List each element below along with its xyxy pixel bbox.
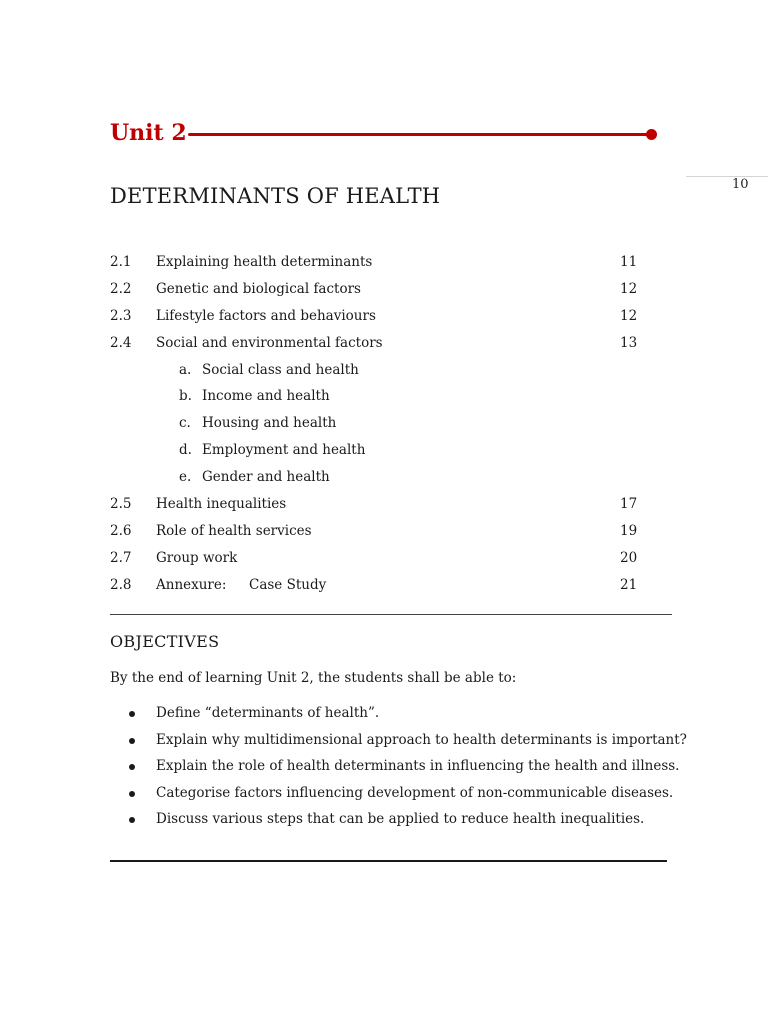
toc-label-secondary: Case Study — [249, 576, 327, 593]
toc-sub-label: Gender and health — [202, 469, 330, 486]
objective-text: Explain the role of health determinants in influencing the health and illness. — [156, 758, 680, 774]
toc-number: 2.3 — [110, 307, 132, 324]
toc-page: 12 — [620, 307, 638, 324]
unit-title-dot — [646, 129, 657, 140]
toc-row — [110, 518, 650, 545]
toc-page: 21 — [620, 576, 638, 593]
toc-subrow — [110, 410, 650, 437]
objective-item — [110, 806, 710, 833]
objectives-list — [110, 700, 710, 833]
section-divider — [110, 614, 672, 615]
toc-page: 19 — [620, 522, 638, 539]
toc-sub-letter: c. — [179, 415, 191, 432]
toc-subrow — [110, 383, 650, 410]
toc-label: Annexure: — [156, 576, 227, 593]
section-title: DETERMINANTS OF HEALTH — [110, 184, 441, 208]
objective-text: Explain why multidimensional approach to health determinants is important? — [156, 731, 687, 748]
bullet-icon — [129, 738, 135, 744]
objective-item — [110, 780, 710, 807]
toc-label: Explaining health determinants — [156, 254, 373, 270]
toc-row — [110, 276, 650, 303]
footer-divider — [110, 860, 667, 862]
objectives-intro: By the end of learning Unit 2, the students shall be able to: — [110, 670, 517, 686]
toc-number: 2.6 — [110, 522, 132, 539]
page-number-rule — [686, 176, 768, 177]
objective-text: Discuss various steps that can be applied to reduce health inequalities. — [156, 811, 645, 827]
toc-number: 2.5 — [110, 496, 132, 513]
objective-item — [110, 753, 710, 780]
toc-row — [110, 545, 650, 572]
objective-text: Define “determinants of health”. — [156, 705, 380, 721]
toc-number: 2.8 — [110, 576, 132, 593]
table-of-contents — [110, 249, 650, 599]
unit-title: Unit 2 — [110, 120, 187, 146]
unit-header — [110, 116, 660, 152]
bullet-icon — [129, 791, 135, 797]
page-number: 10 — [732, 177, 749, 192]
toc-sub-letter: b. — [179, 388, 192, 405]
toc-sub-label: Employment and health — [202, 442, 366, 459]
bullet-icon — [129, 711, 135, 717]
toc-subrow — [110, 357, 650, 384]
toc-page: 17 — [620, 496, 638, 513]
toc-row — [110, 249, 650, 276]
toc-label: Group work — [156, 549, 238, 566]
toc-page: 20 — [620, 549, 638, 566]
toc-page: 12 — [620, 280, 638, 297]
toc-number: 2.1 — [110, 254, 132, 270]
toc-sub-label: Income and health — [202, 388, 330, 405]
toc-page: 11 — [620, 254, 638, 270]
toc-number: 2.2 — [110, 280, 132, 297]
objective-item — [110, 700, 710, 727]
toc-number: 2.7 — [110, 549, 132, 566]
bullet-icon — [129, 764, 135, 770]
toc-label: Social and environmental factors — [156, 334, 383, 351]
toc-row — [110, 303, 650, 330]
toc-label: Genetic and biological factors — [156, 280, 361, 297]
objective-text: Categorise factors influencing development of non-communicable diseases. — [156, 784, 674, 801]
toc-row — [110, 572, 650, 599]
unit-title-rule — [188, 133, 650, 136]
toc-row — [110, 330, 650, 357]
toc-page: 13 — [620, 334, 638, 351]
bullet-icon — [129, 817, 135, 823]
toc-label: Role of health services — [156, 522, 312, 539]
objective-item — [110, 727, 710, 754]
toc-sub-label: Housing and health — [202, 415, 337, 432]
toc-sub-letter: a. — [179, 361, 192, 378]
toc-label: Lifestyle factors and behaviours — [156, 307, 376, 324]
toc-subrow — [110, 464, 650, 491]
toc-row — [110, 491, 650, 518]
objectives-title: OBJECTIVES — [110, 632, 220, 651]
toc-label: Health inequalities — [156, 496, 287, 513]
toc-number: 2.4 — [110, 334, 132, 351]
toc-sub-letter: e. — [179, 469, 192, 486]
toc-sub-letter: d. — [179, 442, 192, 459]
toc-sub-label: Social class and health — [202, 361, 359, 378]
toc-subrow — [110, 437, 650, 464]
